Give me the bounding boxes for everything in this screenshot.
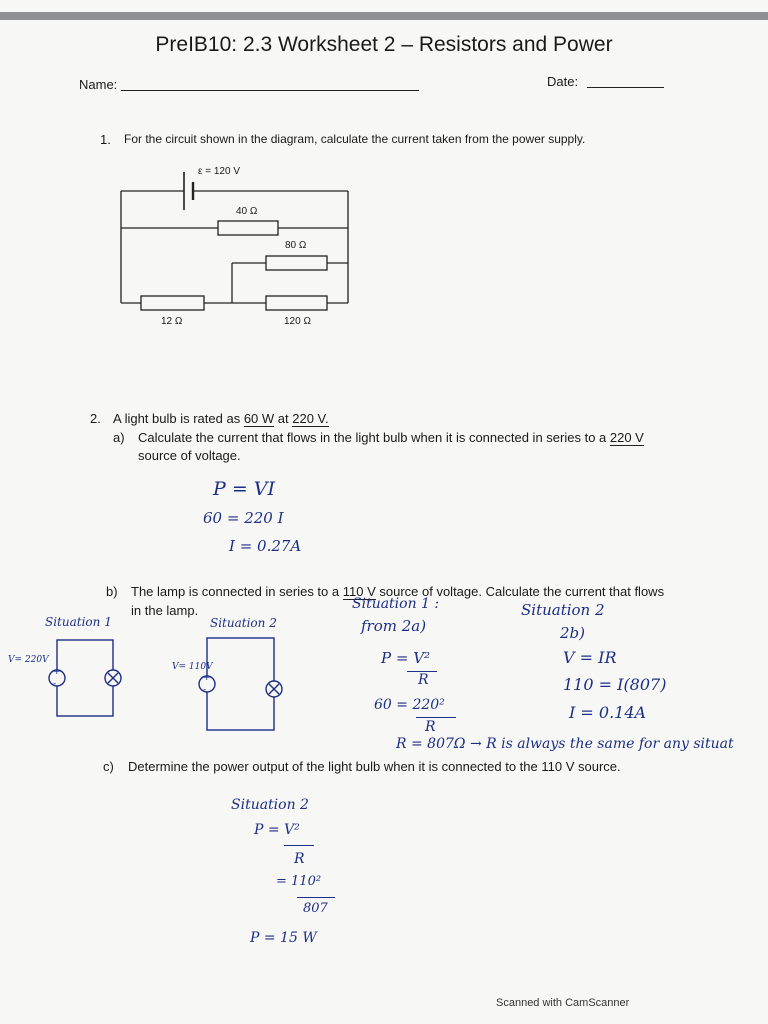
q2c-text: Determine the power output of the light bulb when it is connected to the 110 V source.	[128, 759, 621, 774]
q1-text: For the circuit shown in the diagram, calculate the current taken from the power supply.	[124, 132, 586, 146]
s1-line2: 60 = 220²	[374, 697, 445, 713]
resistor-120-label: 120 Ω	[284, 316, 311, 327]
c-line1-den: R	[294, 851, 305, 867]
resistor-12-label: 12 Ω	[161, 316, 183, 327]
q2-intro: A light bulb is rated as 60 W at 220 V.	[113, 411, 329, 426]
date-label: Date:	[547, 74, 579, 89]
svg-text:-: -	[53, 679, 57, 689]
scanner-watermark: Scanned with CamScanner	[496, 997, 630, 1009]
c-fraction-bar-1	[284, 845, 314, 846]
s1-line1-den: R	[418, 672, 429, 688]
sketch-situation1-label: Situation 1	[45, 615, 112, 629]
resistor-40-label: 40 Ω	[236, 206, 258, 217]
sketch-situation2-voltage: V= 110V	[172, 662, 213, 672]
s1-subheading: from 2a)	[361, 617, 427, 635]
sketch-situation2-label: Situation 2	[210, 616, 277, 630]
s1-result: R = 807Ω → R is always the same for any situat	[396, 736, 734, 752]
sketch-situation1-voltage: V= 220V	[8, 655, 49, 665]
q2a-label: a)	[113, 430, 125, 445]
emf-label: ε = 120 V	[198, 166, 240, 177]
q2a-work-1: P = VI	[213, 478, 276, 500]
resistor-80-label: 80 Ω	[285, 240, 307, 251]
q2c-label: c)	[103, 759, 114, 774]
svg-text:-: -	[203, 685, 207, 695]
q2a-line1: Calculate the current that flows in the light bulb when it is connected in series to a 220 V	[138, 430, 644, 445]
worksheet-title: PreIB10: 2.3 Worksheet 2 – Resistors and Power	[155, 33, 613, 56]
c-line3: P = 15 W	[250, 930, 317, 946]
c-line1: P = V²	[254, 822, 300, 838]
c-line2-den: 807	[303, 901, 328, 916]
s1-line2-den: R	[425, 719, 436, 735]
s1-heading: Situation 1 :	[352, 596, 440, 612]
rating-power: 60 W	[243, 411, 275, 426]
svg-text:+: +	[203, 673, 211, 683]
s1-line1: P = V²	[381, 649, 431, 667]
s2-line1: V = IR	[563, 648, 617, 667]
q2a-work-3: I = 0.27A	[229, 537, 302, 555]
q2a-work-2: 60 = 220 I	[203, 509, 284, 527]
s2-line2: 110 = I(807)	[563, 675, 667, 694]
q2b-label: b)	[106, 584, 118, 599]
q1-number: 1.	[100, 132, 111, 147]
c-fraction-bar-2	[297, 897, 335, 898]
svg-text:+: +	[53, 667, 61, 677]
s1-fraction-bar-2	[416, 717, 456, 718]
s2-subheading: 2b)	[560, 624, 585, 642]
s2-heading: Situation 2	[521, 601, 605, 619]
name-label: Name:	[79, 77, 118, 92]
c-heading: Situation 2	[231, 797, 309, 813]
q2-number: 2.	[90, 411, 101, 426]
q2b-line2: in the lamp.	[131, 603, 199, 618]
q2a-line2: source of voltage.	[138, 448, 241, 463]
s2-line3: I = 0.14A	[569, 703, 647, 722]
rating-voltage: 220 V.	[292, 411, 329, 426]
c-line2: = 110²	[276, 874, 322, 889]
q2b-line1: The lamp is connected in series to a 110 V source of voltage. Calculate the current that flows	[131, 584, 665, 599]
